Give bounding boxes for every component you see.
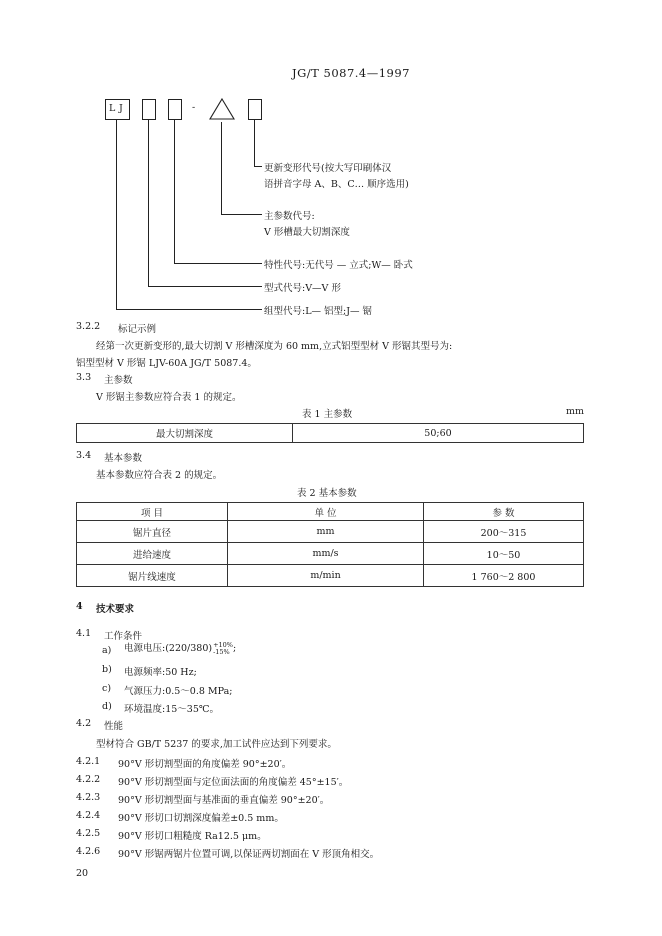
- perf-text: 90°V 形切割型面的角度偏差 90°±20′。: [118, 759, 292, 770]
- section-3-2-2-number: 3.2.2: [76, 321, 101, 332]
- list-item: 气源压力:0.5～0.8 MPa;: [124, 686, 233, 697]
- page-number: 20: [76, 868, 89, 879]
- table2-cell: 200～315: [424, 521, 584, 543]
- model-dash: -: [192, 102, 196, 113]
- standard-code: JG/T 5087.4—1997: [292, 66, 411, 80]
- label-update-line2: 语拼音字母 A、B、C… 顺序选用): [264, 179, 409, 190]
- section-3-4-number: 3.4: [76, 450, 92, 461]
- table-row: [77, 424, 584, 443]
- table1-cell-value: 50;60: [293, 424, 584, 443]
- model-box-update: [248, 99, 262, 120]
- section-3-3-title: 主参数: [104, 375, 133, 386]
- section-3-3-number: 3.3: [76, 372, 92, 383]
- perf-text: 90°V 形切割型面与定位面法面的角度偏差 45°±15′。: [118, 777, 349, 788]
- perf-number: 4.2.2: [76, 774, 101, 785]
- perf-number: 4.2.3: [76, 792, 101, 803]
- leader-update-h: [254, 166, 262, 167]
- model-box-feature: [168, 99, 182, 120]
- list-item: [124, 640, 236, 656]
- leader-group-v: [116, 120, 117, 309]
- section-3-2-2-title: 标记示例: [118, 324, 157, 335]
- list-item-mark: b): [102, 664, 112, 675]
- leader-param-v: [221, 122, 222, 214]
- perf-text: 90°V 形锯两锯片位置可调,以保证两切割面在 V 形顶角相交。: [118, 849, 380, 860]
- model-letter-j: J: [119, 103, 123, 114]
- example-text-line1: 经第一次更新变形的,最大切割 V 形槽深度为 60 mm,立式铝型型材 V 形锯其型号为:: [96, 341, 453, 352]
- model-box-type: [142, 99, 156, 120]
- example-text-line2: 铝型型材 V 形锯 LJV-60A JG/T 5087.4。: [76, 358, 257, 369]
- table1: [76, 423, 584, 443]
- table2-cell: 10～50: [424, 543, 584, 565]
- table2-cell: 进给速度: [77, 543, 228, 565]
- label-type: 型式代号:V—V 形: [264, 283, 341, 294]
- list-item: 环境温度:15～35℃。: [124, 704, 220, 715]
- list-item: 电源频率:50 Hz;: [124, 667, 197, 678]
- section-4-2-number: 4.2: [76, 718, 92, 729]
- section-3-4-title: 基本参数: [104, 453, 143, 464]
- table-row: [77, 521, 584, 543]
- leader-type-v: [148, 120, 149, 286]
- table-row: [77, 543, 584, 565]
- table1-cell-item: 最大切割深度: [77, 424, 293, 443]
- voltage-tail: ;: [233, 643, 237, 654]
- section-4-title: 技术要求: [96, 604, 135, 615]
- perf-number: 4.2.6: [76, 846, 101, 857]
- section-4-2-text: 型材符合 GB/T 5237 的要求,加工试件应达到下列要求。: [96, 739, 337, 750]
- perf-number: 4.2.1: [76, 756, 101, 767]
- section-4-2-title: 性能: [104, 721, 124, 732]
- table2-caption: 表 2 基本参数: [297, 488, 357, 499]
- leader-group-h: [116, 309, 262, 310]
- label-group: 组型代号:L— 铝型;J— 锯: [264, 306, 373, 317]
- perf-text: 90°V 形切口切割深度偏差±0.5 mm。: [118, 813, 284, 824]
- leader-type-h: [148, 286, 262, 287]
- section-3-4-text: 基本参数应符合表 2 的规定。: [96, 470, 223, 481]
- table2-cell: 锯片线速度: [77, 565, 228, 587]
- table2-header-item: 项 目: [77, 503, 228, 521]
- voltage-tolerance-lower: -15%: [213, 647, 230, 656]
- perf-number: 4.2.5: [76, 828, 101, 839]
- voltage-tolerance-upper: +10%: [213, 640, 233, 649]
- leader-param-h: [221, 214, 262, 215]
- triangle-symbol: [208, 97, 236, 121]
- model-box-letters: [105, 99, 130, 120]
- perf-number: 4.2.4: [76, 810, 101, 821]
- table1-caption: 表 1 主参数: [302, 409, 353, 420]
- label-feature: 特性代号:无代号 — 立式;W— 卧式: [264, 260, 413, 271]
- section-4-number: 4: [76, 601, 83, 612]
- voltage-text: 电源电压:(220/380): [124, 643, 213, 654]
- table1-unit: mm: [566, 406, 585, 417]
- section-4-1-number: 4.1: [76, 628, 92, 639]
- table2-header-value: 参 数: [424, 503, 584, 521]
- table2-cell: 1 760～2 800: [424, 565, 584, 587]
- section-4-1-title: 工作条件: [104, 631, 143, 642]
- leader-feature-h: [174, 263, 262, 264]
- list-item-mark: a): [102, 645, 112, 656]
- table2-header-unit: 单 位: [228, 503, 424, 521]
- model-letter-l: L: [109, 103, 116, 114]
- leader-feature-v: [174, 120, 175, 263]
- label-update-line1: 更新变形代号(按大写印刷体汉: [264, 163, 392, 174]
- table2-cell: m/min: [228, 565, 424, 587]
- table2-cell: 锯片直径: [77, 521, 228, 543]
- label-param-line2: V 形槽最大切割深度: [264, 227, 350, 238]
- label-param-line1: 主参数代号:: [264, 211, 315, 222]
- perf-text: 90°V 形切口粗糙度 Ra12.5 μm。: [118, 831, 267, 842]
- table-row: [77, 565, 584, 587]
- list-item-mark: c): [102, 683, 112, 694]
- table2-cell: mm/s: [228, 543, 424, 565]
- table2: [76, 502, 584, 587]
- table2-cell: mm: [228, 521, 424, 543]
- table-header-row: [77, 503, 584, 521]
- list-item-mark: d): [102, 701, 112, 712]
- leader-update-v: [254, 120, 255, 166]
- section-3-3-text: V 形锯主参数应符合表 1 的规定。: [96, 392, 242, 403]
- perf-text: 90°V 形切割型面与基准面的垂直偏差 90°±20′。: [118, 795, 330, 806]
